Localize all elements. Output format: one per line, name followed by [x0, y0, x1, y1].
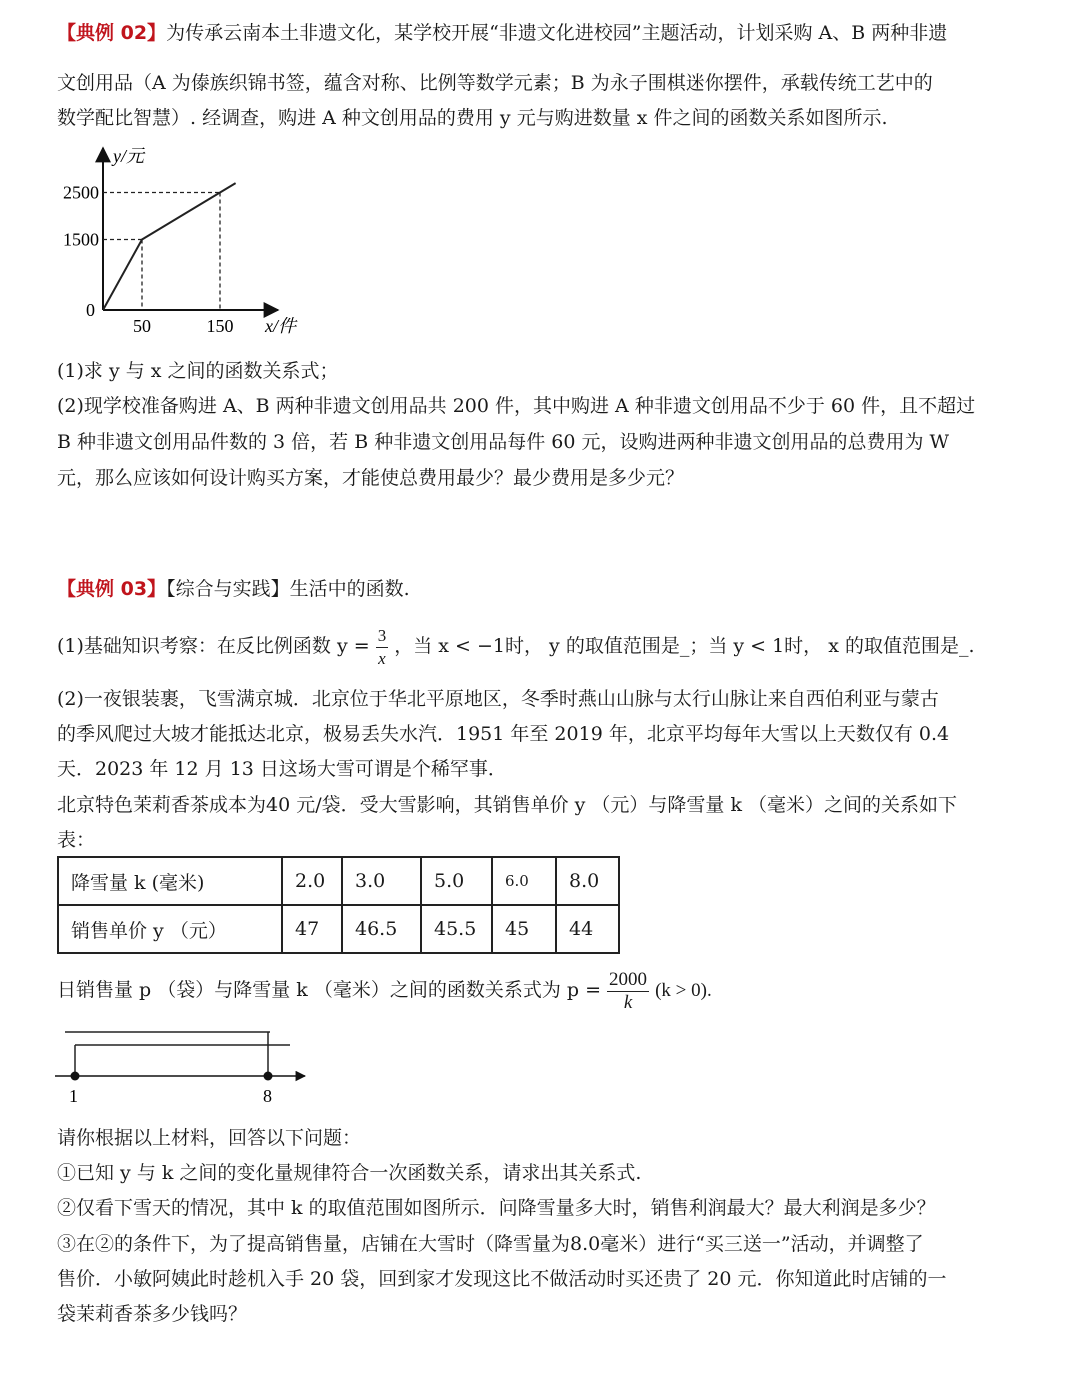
table-cell: 44: [556, 905, 619, 953]
example-03-title: 【综合与实践】生活中的函数.: [166, 578, 410, 600]
y-axis-label: y/元: [113, 146, 144, 166]
fraction-numerator: 2000: [609, 968, 648, 990]
fraction-denominator: k: [623, 991, 633, 1013]
table-cell: 5.0: [421, 857, 492, 905]
table-cell: 3.0: [342, 857, 421, 905]
table-cell: 2.0: [282, 857, 342, 905]
x-tick-label-0: 50: [133, 316, 151, 336]
x-tick-label-1: 150: [206, 316, 234, 336]
left-endpoint: [71, 1072, 80, 1081]
cost-function-chart: [40, 140, 340, 345]
y-tick-label-0: 1500: [63, 229, 99, 250]
example-03-tag: 【典例 03】: [57, 578, 167, 600]
table-row: [58, 905, 619, 953]
table-cell: 6.0: [492, 857, 556, 905]
table-cell: 45: [492, 905, 556, 953]
sub-question-3-line-1: ③在②的条件下，为了提高销售量，店铺在大雪时（降雪量为8.0毫米）进行“买三送一”活动，并调整了: [57, 1233, 924, 1255]
example-02-tag: 【典例 02】: [57, 22, 167, 44]
table-row: [58, 857, 619, 905]
cost-series-line: [103, 183, 236, 310]
table-header-cell: 销售单价 y （元）: [58, 905, 282, 953]
question-02-2-line-3: 元，那么应该如何设计购买方案，才能使总费用最少？最少费用是多少元？: [57, 467, 685, 489]
question-03-2-line-4: 北京特色茉莉香茶成本为40 元/袋．受大雪影响，其销售单价 y （元）与降雪量 k （毫米）之间的关系如下: [57, 794, 958, 816]
sub-question-3-line-2: 售价．小敏阿姨此时趁机入手 20 袋，回到家才发现这比不做活动时买还贵了 20 元．你知道此时店铺的一: [57, 1268, 947, 1290]
sub-question-2: ②仅看下雪天的情况，其中 k 的取值范围如图所示．问降雪量多大时，销售利润最大？最大利润是多少？: [57, 1197, 936, 1219]
sales-volume-prefix: 日销售量 p （袋）与降雪量 k （毫米）之间的函数关系式为 p =: [57, 979, 601, 1001]
sales-volume-domain: (k > 0).: [655, 980, 712, 1001]
table-header-cell: 降雪量 k (毫米): [58, 857, 282, 905]
fraction-denominator: x: [378, 648, 386, 668]
right-endpoint-label: 8: [263, 1086, 272, 1106]
answer-prompt: 请你根据以上材料，回答以下问题：: [57, 1127, 362, 1149]
table-cell: 47: [282, 905, 342, 953]
fraction-numerator: 3: [376, 625, 389, 648]
y-tick-label-1: 2500: [63, 182, 99, 203]
sub-question-1: ①已知 y 与 k 之间的变化量规律符合一次函数关系，请求出其关系式.: [57, 1162, 642, 1184]
sales-volume-fraction: [607, 969, 649, 1014]
table-cell: 8.0: [556, 857, 619, 905]
example-03-heading: [57, 574, 410, 601]
example-02-text-1: 为传承云南本土非遗文化，某学校开展“非遗文化进校园”主题活动，计划采购 A、B 两种非遗: [166, 22, 948, 44]
left-endpoint-label: 1: [69, 1086, 78, 1106]
question-03-1: [57, 624, 975, 670]
right-endpoint: [264, 1072, 273, 1081]
question-03-2-line-3: 天．2023 年 12 月 13 日这场大雪可谓是个稀罕事．: [57, 758, 507, 780]
table-cell: 46.5: [342, 905, 421, 953]
question-02-1: (1)求 y 与 x 之间的函数关系式；: [57, 360, 339, 382]
question-03-2-line-5: 表：: [57, 829, 96, 851]
snowfall-price-table: [57, 856, 620, 954]
question-03-1-prefix: (1)基础知识考察：在反比例函数 y =: [57, 635, 370, 657]
example-02-line-3: 数学配比智慧）. 经调查，购进 A 种文创用品的费用 y 元与购进数量 x 件之间的函数关系如图所示.: [57, 107, 888, 129]
example-02-line-1: [57, 18, 947, 45]
question-02-2-line-1: (2)现学校准备购进 A、B 两种非遗文创用品共 200 件，其中购进 A 种非遗文创用品不少于 60 件，且不超过: [57, 395, 976, 417]
table-cell: 45.5: [421, 905, 492, 953]
sub-question-3-line-3: 袋茉莉香茶多少钱吗？: [57, 1303, 248, 1325]
question-03-2-line-1: (2)一夜银装裹，飞雪满京城．北京位于华北平原地区，冬季时燕山山脉与太行山脉让来自西伯利亚与蒙古: [57, 688, 939, 710]
inverse-function-fraction: [376, 625, 389, 670]
x-axis-label: x/件: [265, 316, 296, 336]
snowfall-range-number-line: [50, 1025, 320, 1110]
origin-label: 0: [86, 300, 95, 320]
sales-volume-function: [57, 966, 712, 1015]
question-03-1-suffix: ，当 x < −1时， y 的取值范围是_；当 y < 1时， x 的取值范围是_.: [394, 635, 975, 657]
example-02-line-2: 文创用品（A 为傣族织锦书签，蕴含对称、比例等数学元素；B 为永子围棋迷你摆件，承载传统工艺中的: [57, 72, 933, 94]
question-02-2-line-2: B 种非遗文创用品件数的 3 倍，若 B 种非遗文创用品每件 60 元，设购进两种非遗文创用品的总费用为 W: [57, 431, 950, 453]
question-03-2-line-2: 的季风爬过大坡才能抵达北京，极易丢失水汽．1951 年至 2019 年，北京平均每年大雪以上天数仅有 0.4: [57, 723, 950, 745]
